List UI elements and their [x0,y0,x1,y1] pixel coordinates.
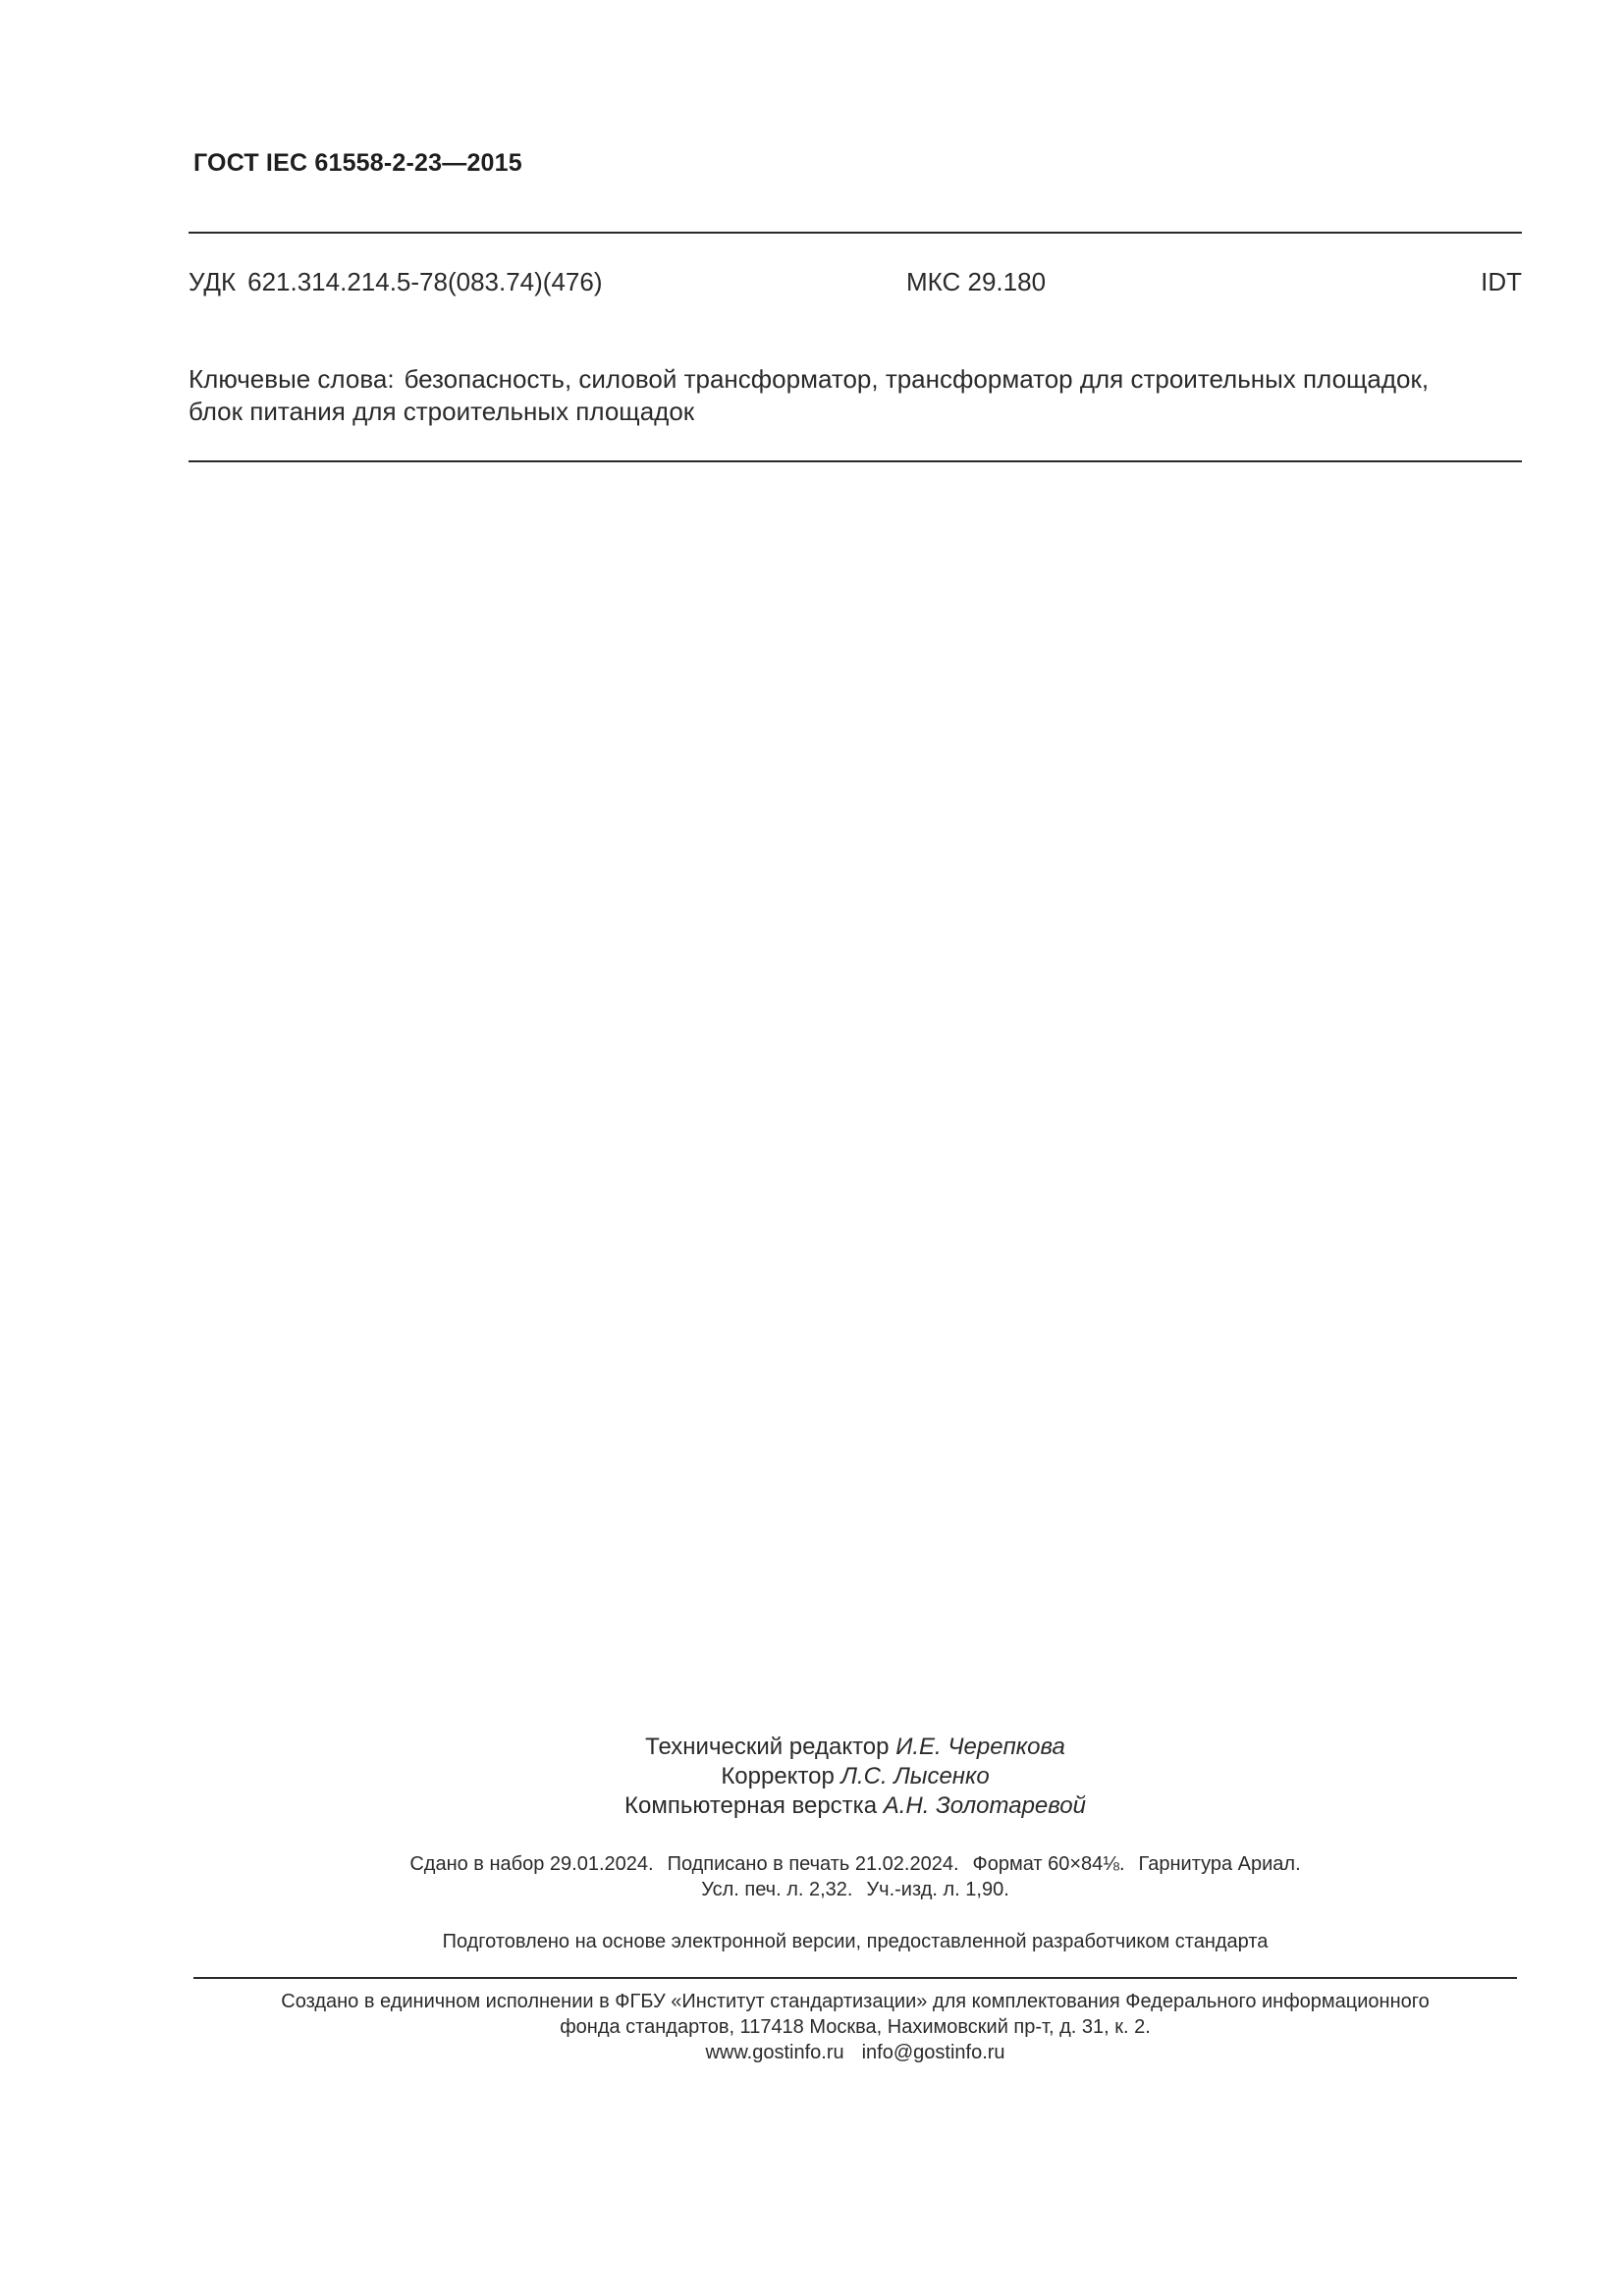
publisher-contacts [189,2040,1522,2065]
keywords-line-2: блок питания для строительных площадок [189,397,695,426]
tech-editor-line [189,1733,1522,1762]
paper-format: Формат 60×84⅛. [972,1853,1125,1875]
page-header-title: ГОСТ IEC 61558-2-23—2015 [193,149,522,177]
keywords-line-1 [189,363,1529,396]
imprint-line-2 [189,1877,1522,1902]
udk-code: 621.314.214.5-78(083.74)(476) [247,267,603,296]
imprint-line-1 [189,1851,1522,1877]
print-sheets: Усл. печ. л. 2,32. [701,1879,853,1900]
email-link[interactable]: info@gostinfo.ru [861,2042,1005,2063]
credits-block [189,1733,1522,1821]
keywords-divider [189,460,1522,462]
top-divider [189,232,1522,234]
keywords-text-1: безопасность, силовой трансформатор, трансформатор для строительных площадок, [404,364,1430,394]
tech-editor-label: Технический редактор [645,1734,890,1760]
layout-line [189,1791,1522,1821]
submitted-date: Сдано в набор 29.01.2024. [409,1853,654,1875]
corrector-name: Л.С. Лысенко [840,1763,990,1789]
typeface: Гарнитура Ариал. [1138,1853,1301,1875]
classification-row [189,267,1522,300]
prepared-note: Подготовлено на основе электронной версии, предоставленной разработчиком стандарта [442,1931,1269,1952]
publisher-line-1: Создано в единичном исполнении в ФГБУ «Институт стандартизации» для комплектования Федерального информационного [281,1991,1430,2012]
corrector-line [189,1762,1522,1791]
mks-code: МКС 29.180 [906,267,1047,296]
corrector-label: Корректор [721,1763,835,1789]
publisher-divider [193,1977,1517,1979]
publisher-line-2: фонда стандартов, 117418 Москва, Нахимовский пр-т, д. 31, к. 2. [560,2016,1151,2038]
layout-name: А.Н. Золотаревой [883,1792,1086,1819]
keywords-label: Ключевые слова: [189,364,395,394]
website-link[interactable]: www.gostinfo.ru [705,2042,844,2063]
udk-label: УДК [189,267,237,296]
tech-editor-name: И.Е. Черепкова [895,1734,1065,1760]
publisher-block [189,1989,1522,2065]
udk-block [189,267,603,297]
signed-date: Подписано в печать 21.02.2024. [667,1853,959,1875]
publishing-sheets: Уч.-изд. л. 1,90. [866,1879,1009,1900]
keywords-block [189,363,1529,428]
layout-label: Компьютерная верстка [624,1792,878,1819]
idt-marker: IDT [1481,267,1522,296]
imprint-block [189,1851,1522,1902]
